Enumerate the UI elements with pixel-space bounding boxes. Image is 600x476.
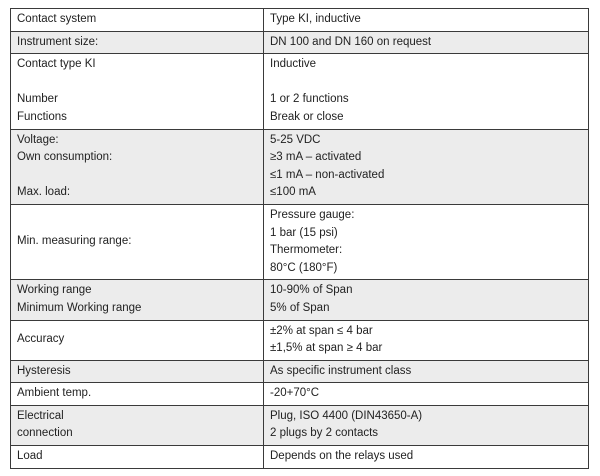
spec-value-cell [264, 320, 589, 360]
specification-table [10, 8, 589, 469]
spec-label-cell [11, 31, 264, 54]
spec-value: 80°C (180°F) [270, 261, 338, 274]
spec-value: Pressure gauge: [270, 208, 355, 221]
spec-value: 5% of Span [270, 301, 330, 314]
spec-value-cell [264, 383, 589, 406]
spec-value: ≥3 mA – activated [270, 151, 362, 164]
spec-value: -20+70°C [270, 387, 320, 400]
spec-label: Functions [17, 110, 67, 123]
table-row [11, 54, 589, 129]
spec-value: ±2% at span ≤ 4 bar [270, 324, 373, 337]
spec-label: Load [17, 450, 43, 463]
spec-label: Minimum Working range [17, 301, 142, 314]
spec-label-cell [11, 360, 264, 383]
spec-value: 2 plugs by 2 contacts [270, 427, 379, 440]
spec-label-cell [11, 54, 264, 129]
spec-value-cell [264, 446, 589, 469]
table-row [11, 446, 589, 469]
spec-value: Thermometer: [270, 244, 343, 257]
spec-value-cell [264, 54, 589, 129]
spec-label: Accuracy [17, 333, 65, 346]
spec-label: Electrical [17, 409, 64, 422]
spec-value: Inductive [270, 58, 317, 71]
table-row [11, 129, 589, 204]
table-row [11, 204, 589, 279]
spec-value: ≤1 mA – non-activated [270, 168, 385, 181]
table-row [11, 383, 589, 406]
spec-value: 10-90% of Span [270, 284, 353, 297]
table-row [11, 405, 589, 445]
spec-label-cell [11, 9, 264, 32]
spec-label-cell [11, 129, 264, 204]
spec-value: As specific instrument class [270, 364, 412, 377]
spec-value: Break or close [270, 110, 344, 123]
spec-value: Depends on the relays used [270, 450, 414, 463]
table-row [11, 320, 589, 360]
table-row [11, 31, 589, 54]
spec-label: Contact system [17, 13, 97, 25]
spec-label [17, 167, 257, 185]
spec-value [270, 74, 582, 92]
spec-label: Hysteresis [17, 364, 71, 377]
spec-label: Min. measuring range: [17, 235, 132, 248]
spec-label-cell [11, 383, 264, 406]
spec-value-cell [264, 405, 589, 445]
spec-label: Ambient temp. [17, 387, 92, 400]
spec-value-cell [264, 9, 589, 32]
spec-label: Number [17, 93, 58, 106]
spec-label: Voltage: [17, 133, 59, 146]
spec-label-cell [11, 320, 264, 360]
spec-label-cell [11, 405, 264, 445]
spec-value-cell [264, 360, 589, 383]
spec-value: ≤100 mA [270, 186, 316, 199]
spec-label-cell [11, 280, 264, 320]
spec-label: connection [17, 427, 73, 440]
specification-table-body [11, 9, 589, 469]
spec-label-cell [11, 446, 264, 469]
spec-value: Plug, ISO 4400 (DIN43650-A) [270, 409, 423, 422]
spec-label: Contact type KI [17, 58, 96, 71]
spec-label: Instrument size: [17, 35, 99, 48]
table-row [11, 280, 589, 320]
spec-value-cell [264, 129, 589, 204]
spec-label: Own consumption: [17, 151, 113, 164]
spec-label: Working range [17, 284, 92, 297]
table-row [11, 360, 589, 383]
spec-label [17, 74, 257, 92]
spec-value: 1 bar (15 psi) [270, 226, 338, 239]
spec-label-cell [11, 204, 264, 279]
spec-value: DN 100 and DN 160 on request [270, 35, 432, 48]
spec-label: Max. load: [17, 186, 71, 199]
spec-value: 5-25 VDC [270, 133, 321, 146]
spec-value-cell [264, 204, 589, 279]
spec-value-cell [264, 280, 589, 320]
table-row [11, 9, 589, 32]
spec-value-cell [264, 31, 589, 54]
spec-value: 1 or 2 functions [270, 93, 349, 106]
spec-value: ±1,5% at span ≥ 4 bar [270, 342, 383, 355]
spec-value: Type KI, inductive [270, 13, 361, 25]
